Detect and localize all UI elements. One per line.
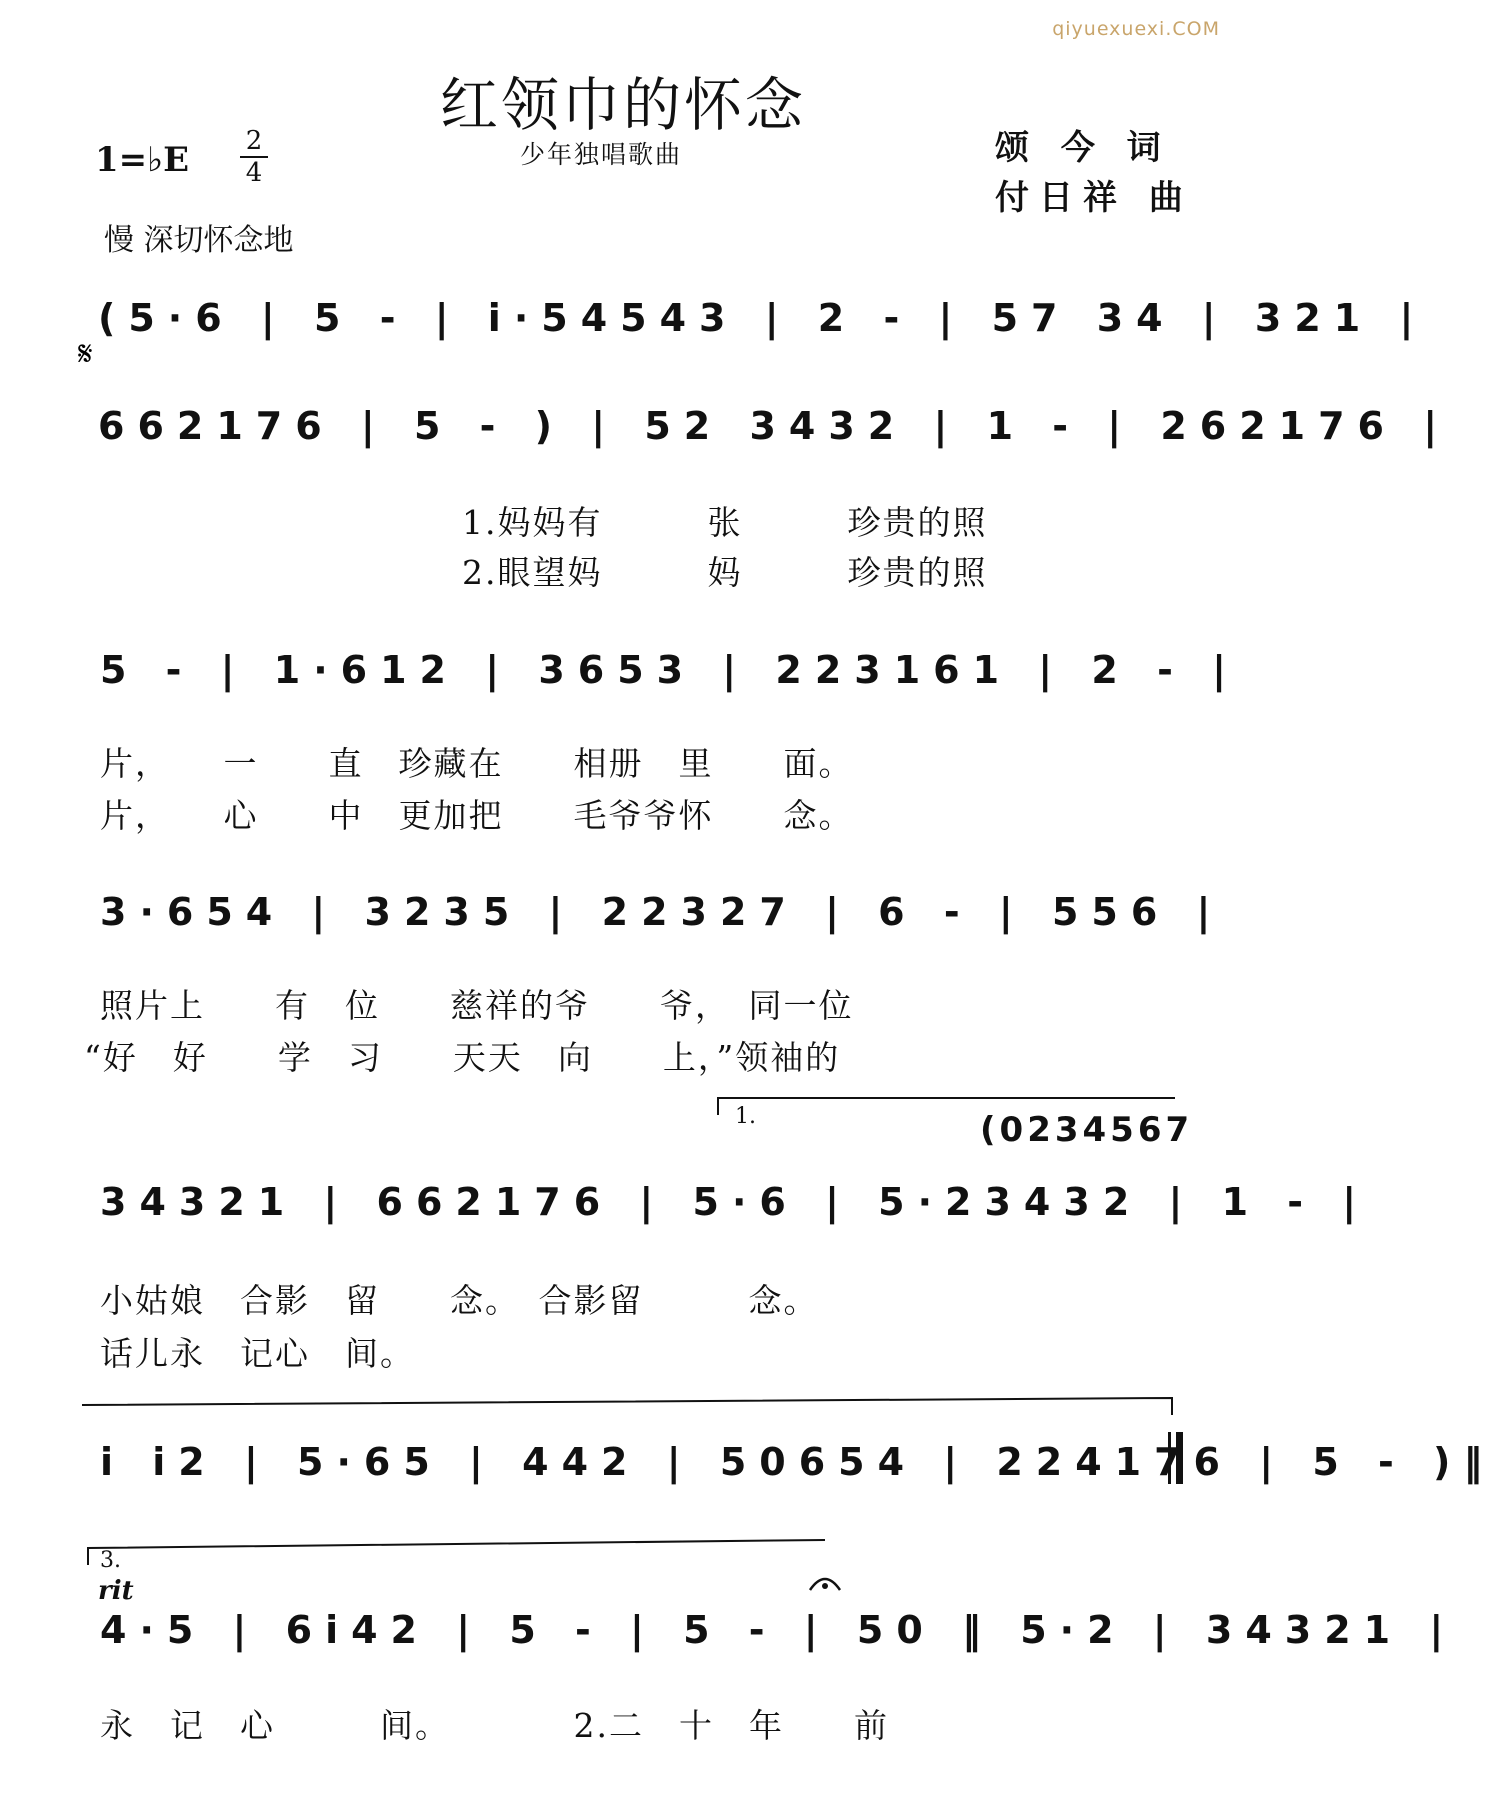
- score-row-7-lyric: 永 记 心 间。 2.二 十 年 前: [100, 1706, 889, 1745]
- score-row-3-lyric-verse-2: 片， 心 中 更加把 毛爷爷怀 念。: [100, 796, 854, 835]
- segno-icon: 𝄋: [78, 334, 93, 374]
- time-signature-top: 2: [245, 126, 263, 156]
- score-row-2-notes: 662176 | 5 - ) | 52 3432 | 1 - | 262176 |: [98, 404, 1451, 448]
- score-row-3-notes: 5 - | 1·612 | 3653 | 223161 | 2 - |: [100, 648, 1239, 692]
- score-row-4-lyric-verse-2: “好 好 学 习 天天 向 上，”领袖的: [84, 1038, 841, 1077]
- song-subtitle: 少年独唱歌曲: [520, 140, 683, 169]
- score-row-3-lyric-verse-1: 片， 一 直 珍藏在 相册 里 面。: [100, 744, 854, 783]
- score-row-4-lyric-verse-1: 照片上 有 位 慈祥的爷 爷， 同一位: [100, 986, 854, 1025]
- score-row-1-notes: (5·6 | 5 - | i·54543 | 2 - | 57 34 | 321 |: [98, 296, 1427, 340]
- score-row-7-notes: 4·5 | 6i42 | 5 - | 5 - | 50 ‖ 5·2 | 34321 |: [100, 1608, 1457, 1652]
- time-signature-bottom: 4: [245, 158, 263, 188]
- key-signature: 1=♭E: [95, 140, 190, 180]
- ritardando-marking: rit: [98, 1576, 134, 1606]
- volta-bracket-2: [82, 1398, 1172, 1415]
- tempo-marking: 慢 深切怀念地: [104, 223, 294, 258]
- score-row-5-notes: 34321 | 662176 | 5·6 | 5·23432 | 1 - |: [100, 1180, 1370, 1224]
- score-row-2-lyric-verse-2: 2.眼望妈 妈 珍贵的照: [462, 553, 988, 592]
- volta-1-label: 1.: [735, 1104, 756, 1129]
- site-watermark: qiyuexuexi.COM: [1052, 18, 1220, 40]
- song-title: 红领巾的怀念: [440, 71, 807, 139]
- volta-bracket-3: [88, 1540, 825, 1565]
- score-row-4-notes: 3·654 | 3235 | 22327 | 6 - | 556 |: [100, 890, 1224, 934]
- score-row-5-lyric-verse-1: 小姑娘 合影 留 念。 合影留 念。: [100, 1281, 819, 1320]
- score-row-5-lyric-verse-2: 话儿永 记心 间。: [100, 1334, 415, 1373]
- volta-3-label: 3.: [100, 1548, 121, 1573]
- score-row-2-lyric-verse-1: 1.妈妈有 张 珍贵的照: [462, 503, 988, 542]
- lyricist-credit: 颂 今 词: [995, 128, 1171, 168]
- fermata-dot: [822, 1583, 828, 1589]
- score-row-5-pickup: (0234567: [980, 1110, 1194, 1150]
- score-row-6-notes: i i2 | 5·65 | 442 | 50654 | 224176 | 5 - )‖: [100, 1440, 1495, 1484]
- composer-credit: 付日祥 曲: [995, 178, 1193, 218]
